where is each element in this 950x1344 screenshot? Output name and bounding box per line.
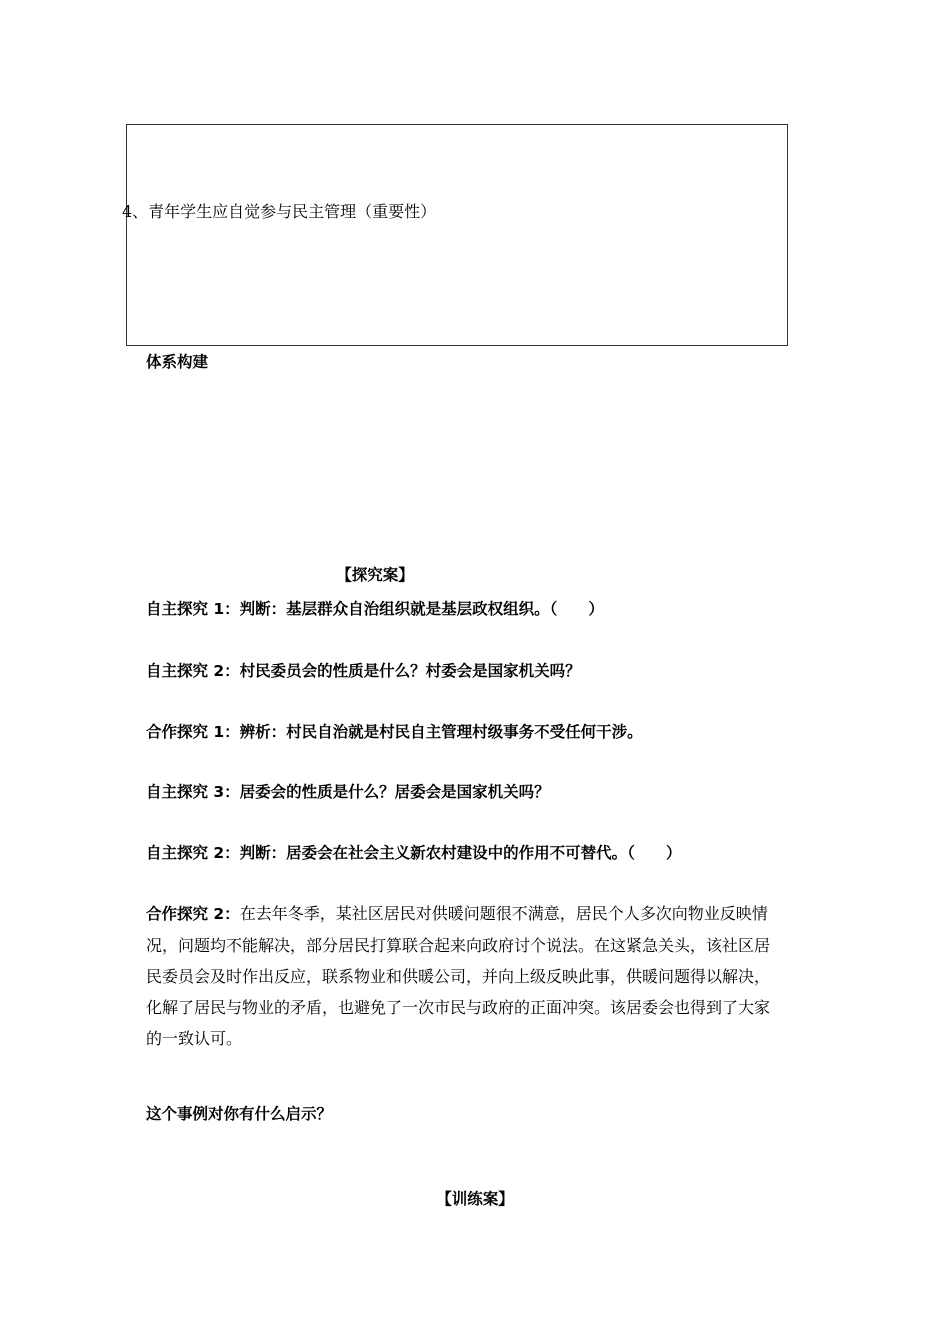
inquiry-item-4: 自主探究 3：居委会的性质是什么？居委会是国家机关吗？ [146,783,550,801]
inquiry-item-5: 自主探究 2：判断：居委会在社会主义新农村建设中的作用不可替代。（ ） [146,844,682,862]
coop-inquiry-2-line-1 [146,898,810,930]
coop-inquiry-2-question: 这个事例对你有什么启示？ [146,1105,333,1123]
coop-inquiry-2-line-2: 况，问题均不能解决，部分居民打算联合起来向政府讨个说法。在这紧急关头，该社区居 [146,936,771,955]
box-item-text: 4、青年学生应自觉参与民主管理（重要性） [122,202,437,221]
coop-inquiry-2-line-5: 的一致认可。 [146,1029,243,1048]
inquiry-item-2: 自主探究 2：村民委员会的性质是什么？村委会是国家机关吗？ [146,662,581,680]
coop-inquiry-2-paragraph [146,898,810,1054]
inquiry-item-3: 合作探究 1：辨析：村民自治就是村民自主管理村级事务不受任何干涉。 [146,723,643,741]
training-title: 【训练案】 [436,1190,514,1208]
inquiry-title: 【探究案】 [336,566,414,584]
coop-inquiry-2-text-1: 在去年冬季，某社区居民对供暖问题很不满意，居民个人多次向物业反映情 [239,904,768,923]
system-heading: 体系构建 [146,353,209,371]
coop-inquiry-2-line-3: 民委员会及时作出反应，联系物业和供暖公司，并向上级反映此事，供暖问题得以解决， [146,967,771,986]
inquiry-item-1: 自主探究 1：判断：基层群众自治组织就是基层政权组织。（ ） [146,600,604,618]
coop-inquiry-2-line-4: 化解了居民与物业的矛盾，也避免了一次市民与政府的正面冲突。该居委会也得到了大家 [146,998,771,1017]
coop-inquiry-2-lead: 合作探究 2： [146,905,240,923]
answer-box [126,124,788,346]
